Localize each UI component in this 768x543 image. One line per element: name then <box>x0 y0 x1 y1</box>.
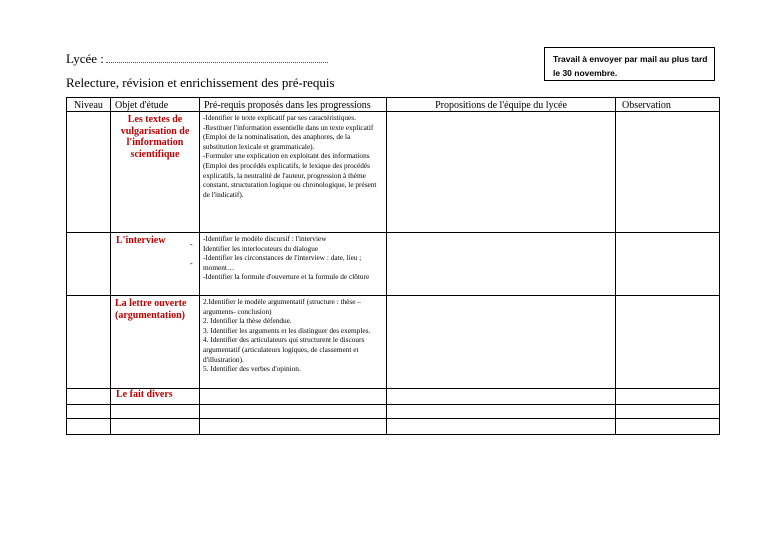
cell-propositions[interactable] <box>387 296 616 389</box>
cell-prerequis[interactable] <box>200 405 387 419</box>
cell-propositions[interactable] <box>387 419 616 435</box>
deadline-notice: Travail à envoyer par mail au plus tard le 30 novembre. <box>544 47 715 81</box>
table-row <box>67 233 720 296</box>
cell-prerequis: -Identifier le modèle discursif : l'interview Identifier les interlocuteurs du dialogue -Identifier les circonstances de l'interview : date, lieu ; moment… -Identifier la formule d'ouverture et la formule de clôture <box>200 233 387 296</box>
table-row <box>67 296 720 389</box>
header-niveau: Niveau <box>67 98 111 112</box>
cell-prerequis[interactable] <box>200 419 387 435</box>
cell-objet: Les textes de vulgarisation de l'information scientifique <box>111 112 200 233</box>
cell-observation[interactable] <box>616 233 720 296</box>
cell-objet: La lettre ouverte (argumentation) <box>111 296 200 389</box>
cell-objet: L'interview <box>111 233 200 296</box>
table-row <box>67 389 720 405</box>
cell-prerequis[interactable] <box>200 389 387 405</box>
cell-prerequis: -Identifier le texte explicatif par ses caractéristiques. -Restituer l'information essentielle dans un texte explicatif (Emploi de la nominalisation, des anaphores, de la substitution lexicale et grammaticale). -Formuler une explication en exploitant des informations (Emploi des procédés explicatifs, le lexique des procédés explicatifs, la neutralité de l'auteur, progression à thème constant, structuration logique ou chronologique, le présent de l'indicatif). <box>200 112 387 233</box>
cell-niveau[interactable] <box>67 296 111 389</box>
header-prerequis: Pré-requis proposés dans les progressions <box>200 98 387 112</box>
cell-propositions[interactable] <box>387 405 616 419</box>
table-row <box>67 419 720 435</box>
cell-propositions[interactable] <box>387 389 616 405</box>
lycee-dotted-line <box>106 53 328 63</box>
header-observation: Observation <box>616 98 720 112</box>
lycee-label: Lycée : <box>66 51 104 66</box>
table-row <box>67 112 720 233</box>
header-objet: Objet d'étude <box>111 98 200 112</box>
cell-observation[interactable] <box>616 419 720 435</box>
cell-objet[interactable] <box>111 419 200 435</box>
cell-niveau[interactable] <box>67 419 111 435</box>
cell-propositions[interactable] <box>387 112 616 233</box>
bullet-mark: - <box>190 259 193 268</box>
cell-prerequis: 2.Identifier le modèle argumentatif (structure : thèse – arguments- conclusion) 2. Identifier la thèse défendue. 3. Identifier les arguments et les distinguer des exemples. 4. Identifier des articulateurs qui structurent le discours argumentatif (articulateurs logiques, de classement et d'illustration). 5. Identifier des verbes d'opinion. <box>200 296 387 389</box>
cell-niveau[interactable] <box>67 389 111 405</box>
cell-observation[interactable] <box>616 112 720 233</box>
header-propositions: Propositions de l'équipe du lycée <box>387 98 616 112</box>
cell-objet[interactable] <box>111 405 200 419</box>
cell-observation[interactable] <box>616 389 720 405</box>
document-title: Relecture, révision et enrichissement des pré-requis <box>66 75 335 90</box>
cell-niveau[interactable] <box>67 112 111 233</box>
cell-niveau[interactable] <box>67 405 111 419</box>
cell-observation[interactable] <box>616 405 720 419</box>
cell-observation[interactable] <box>616 296 720 389</box>
cell-propositions[interactable] <box>387 233 616 296</box>
cell-objet: Le fait divers <box>111 389 200 405</box>
lycee-field <box>66 51 328 67</box>
cell-niveau[interactable] <box>67 233 111 296</box>
bullet-mark: - <box>190 240 193 249</box>
table-header-row <box>67 98 720 112</box>
table-row <box>67 405 720 419</box>
prerequisites-table <box>66 97 720 435</box>
